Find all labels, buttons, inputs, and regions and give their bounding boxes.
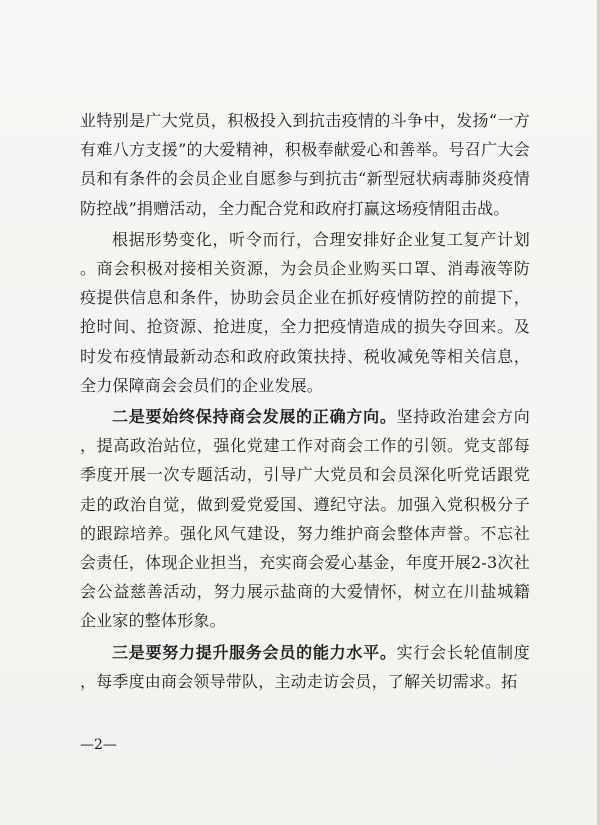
paragraph-1-text: 业特别是广大党员，积极投入到抗击疫情的斗争中，发扬“一方有难八方支援”的大爱精神，积极奉献爱心和善举。号召广大会员和有条件的会员企业自愿参与到抗击“新型冠状病毒肺炎疫情防控战”捐赠活动，全力配合党和政府打赢这场疫情阻击战。 bbox=[80, 111, 530, 218]
page-number: —2— bbox=[80, 737, 117, 753]
paragraph-4-lead: 三是要努力提升服务会员的能力水平。 bbox=[112, 642, 397, 662]
paragraph-2 bbox=[80, 225, 530, 400]
document-body bbox=[80, 106, 530, 696]
paragraph-1 bbox=[80, 106, 530, 223]
paragraph-4-text: 实行会长轮值制度，每季度由商会领导带队，主动走访会员，了解关切需求。拓 bbox=[80, 642, 530, 691]
paragraph-4 bbox=[80, 638, 530, 696]
paragraph-3-lead: 二是要始终保持商会发展的正确方向。 bbox=[112, 407, 397, 427]
paragraph-3-text: 坚持政治建会方向，提高政治站位，强化党建工作对商会工作的引领。党支部每季度开展一次专题活动，引导广大党员和会员深化听党话跟党走的政治自觉，做到爱党爱国、遵纪守法。加强入党积极分子的跟踪培养。强化风气建设，努力维护商会整体声誉。不忘社会责任，体现企业担当，充实商会爱心基金，年度开展2-3次社会公益慈善活动，努力展示盐商的大爱情怀，树立在川盐城籍企业家的整体形象。 bbox=[80, 407, 530, 631]
paragraph-3 bbox=[80, 402, 530, 636]
paragraph-2-text: 根据形势变化，听令而行，合理安排好企业复工复产计划。商会积极对接相关资源，为会员企业购买口罩、消毒液等防疫提供信息和条件，协助会员企业在抓好疫情防控的前提下，抢时间、抢资源、抢进度，全力把疫情造成的损失夺回来。及时发布疫情最新动态和政府政策扶持、税收减免等相关信息，全力保障商会会员们的企业发展。 bbox=[80, 229, 530, 395]
